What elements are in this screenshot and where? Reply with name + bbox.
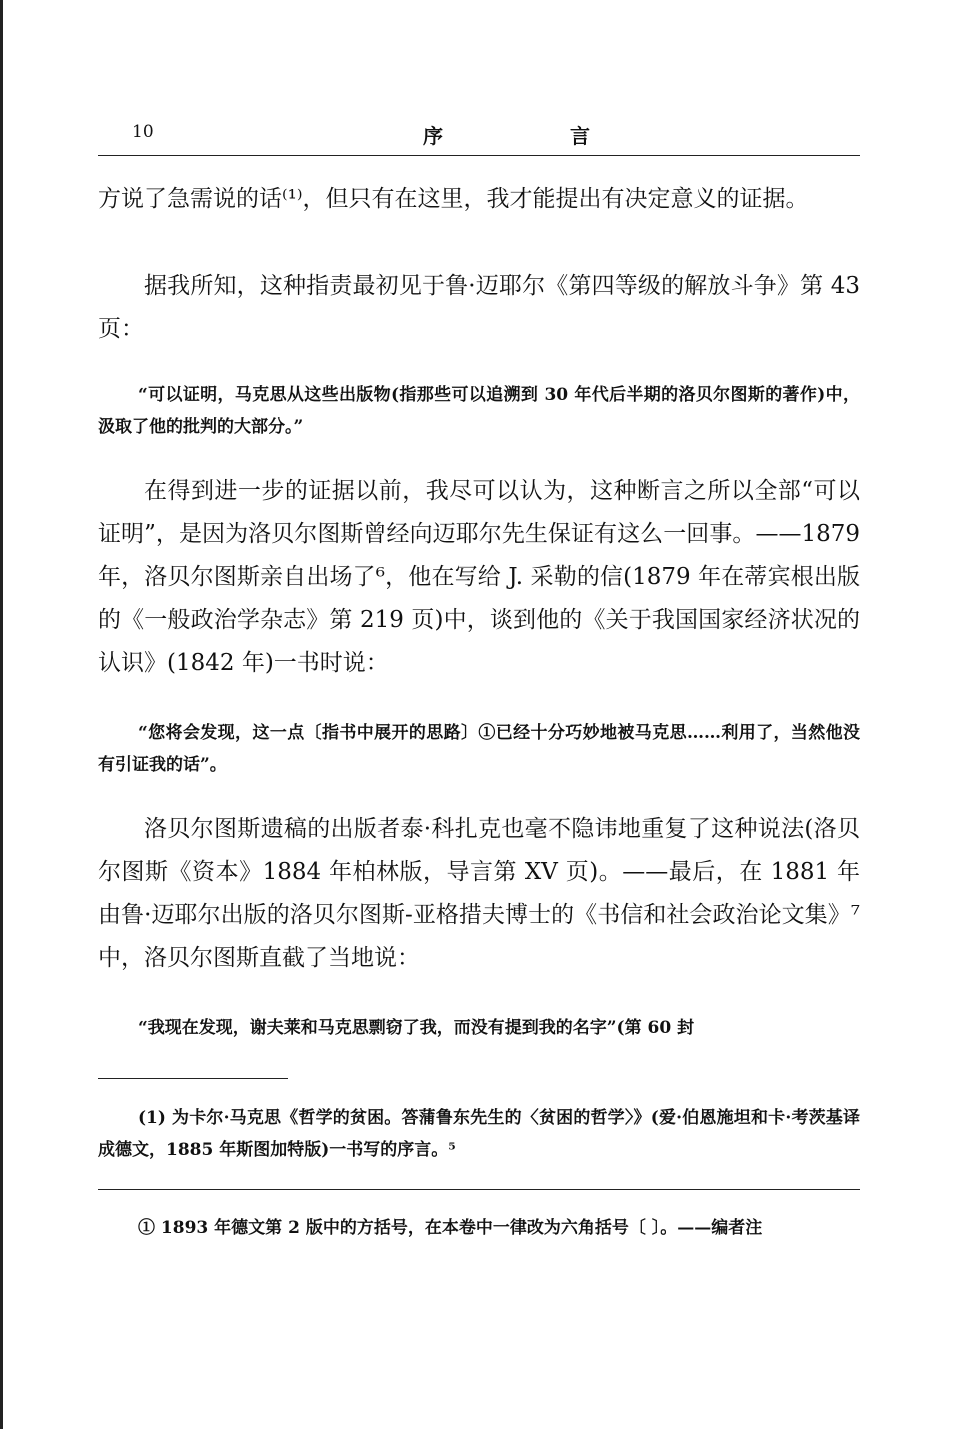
editor-note-separator — [98, 1189, 860, 1190]
editor-footnote: ① 1893 年德文第 2 版中的方括号，在本卷中一律改为六角括号〔 〕。——编者注 — [138, 1218, 763, 1238]
paragraph-meyer-source: 据我所知，这种指责最初见于鲁·迈耶尔《第四等级的解放斗争》第 43 页： — [98, 273, 860, 342]
paragraph-kozak-meyer: 洛贝尔图斯遗稿的出版者泰·科扎克也毫不隐讳地重复了这种说法(洛贝尔图斯《资本》1884 年柏林版，导言第 XV 页)。——最后，在 1881 年由鲁·迈耶尔出版的洛贝尔图斯-亚格措夫博士的《书信和社会政治论文集》⁷中，洛贝尔图斯直截了当地说： — [98, 816, 860, 971]
page-header — [98, 118, 860, 156]
footnote-separator — [98, 1078, 288, 1079]
quote-rodbertus-letter: “您将会发现，这一点〔指书中展开的思路〕①已经十分巧妙地被马克思……利用了，当然他没有引证我的话”。 — [98, 723, 860, 775]
header-rule — [98, 155, 860, 156]
page-number: 10 — [132, 122, 154, 142]
author-footnote: (1) 为卡尔·马克思《哲学的贫困。答蒲鲁东先生的〈贫困的哲学〉》(爱·伯恩施坦和卡·考茨基译成德文，1885 年斯图加特版)一书写的序言。⁵ — [98, 1108, 860, 1160]
paragraph-rodbertus-zeller: 在得到进一步的证据以前，我尽可以认为，这种断言之所以全部“可以证明”，是因为洛贝尔图斯曾经向迈耶尔先生保证有这么一回事。——1879 年，洛贝尔图斯亲自出场了⁶，他在写给 J. 采勒的信(1879 年在蒂宾根出版的《一般政治学杂志》第 219 页)中，谈到他的《关于我国国家经济状况的认识》(1842 年)一书时说： — [98, 478, 860, 676]
running-title: 序 言 — [423, 124, 650, 148]
quote-meyer: “可以证明，马克思从这些出版物(指那些可以追溯到 30 年代后半期的洛贝尔图斯的著作)中，汲取了他的批判的大部分。” — [98, 385, 860, 437]
paragraph-continuation: 方说了急需说的话⁽¹⁾，但只有在这里，我才能提出有决定意义的证据。 — [98, 186, 809, 212]
quote-plagiarism: “我现在发现，谢夫莱和马克思剽窃了我，而没有提到我的名字”(第 60 封 — [138, 1018, 695, 1038]
scan-left-edge — [0, 0, 3, 1429]
